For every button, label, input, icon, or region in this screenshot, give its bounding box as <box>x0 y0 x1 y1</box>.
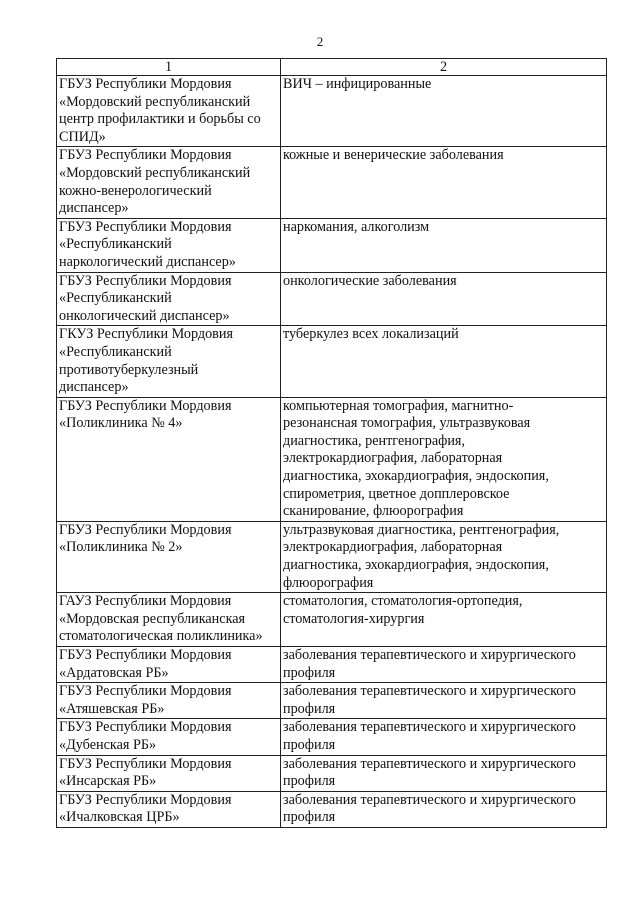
table-row <box>57 647 607 683</box>
medical-profile: онкологические заболевания <box>283 272 457 289</box>
institution-name: ГБУЗ Республики Мордовия «Ичалковская ЦРБ» <box>59 791 232 826</box>
institution-name: ГБУЗ Республики Мордовия «Поликлиника № 2» <box>59 521 232 556</box>
table-row <box>57 719 607 755</box>
institution-cell <box>57 755 281 791</box>
institution-cell <box>57 397 281 521</box>
table-row <box>57 755 607 791</box>
institution-name: ГКУЗ Республики Мордовия «Республиканский противотуберкулезный диспансер» <box>59 326 234 396</box>
medical-profile: компьютерная томография, магнитно- резонансная томография, ультразвуковая диагностика, рентгенография, электрокардиография, лабораторная диагностика, эхокардиография, эндоскопия, спирометрия, цветное допплеровское сканирование, флюорография <box>283 397 549 520</box>
medical-profile: заболевания терапевтического и хирургического профиля <box>283 791 576 826</box>
table-row <box>57 147 607 218</box>
column-header-1: 1 <box>57 59 281 76</box>
institution-cell <box>57 76 281 147</box>
institution-name: ГБУЗ Республики Мордовия «Мордовский республиканский центр профилактики и борьбы со СПИД» <box>59 76 261 145</box>
profile-cell <box>281 683 607 719</box>
medical-profile: заболевания терапевтического и хирургического профиля <box>283 755 576 790</box>
table-row <box>57 272 607 326</box>
medical-profile: заболевания терапевтического и хирургического профиля <box>283 647 576 681</box>
medical-profile: заболевания терапевтического и хирургического профиля <box>283 683 576 717</box>
profile-cell <box>281 791 607 827</box>
profile-cell <box>281 272 607 326</box>
medical-profile: ультразвуковая диагностика, рентгенография, электрокардиография, лабораторная диагностика, эхокардиография, эндоскопия, флюорография <box>283 521 560 591</box>
table-row <box>57 593 607 647</box>
column-header-2: 2 <box>281 59 607 76</box>
profile-cell <box>281 593 607 647</box>
page-number: 2 <box>316 34 324 49</box>
medical-profile: стоматология, стоматология-ортопедия, стоматология-хирургия <box>283 593 523 627</box>
institution-name: ГБУЗ Республики Мордовия «Дубенская РБ» <box>59 719 232 753</box>
institution-name: ГБУЗ Республики Мордовия «Ардатовская РБ» <box>59 647 232 681</box>
table-row <box>57 397 607 521</box>
institution-cell <box>57 147 281 218</box>
profile-cell <box>281 397 607 521</box>
institution-name: ГБУЗ Республики Мордовия «Республиканский онкологический диспансер» <box>59 272 232 324</box>
institution-name: ГБУЗ Республики Мордовия «Республиканский наркологический диспансер» <box>59 218 236 270</box>
institution-cell <box>57 683 281 719</box>
institution-name: ГАУЗ Республики Мордовия «Мордовская республиканская стоматологическая поликлиника» <box>59 593 263 645</box>
table-row <box>57 218 607 272</box>
profile-cell <box>281 326 607 397</box>
medical-profile: заболевания терапевтического и хирургического профиля <box>283 719 576 753</box>
profile-cell <box>281 76 607 147</box>
table-header-row <box>57 59 607 76</box>
institution-name: ГБУЗ Республики Мордовия «Поликлиника № 4» <box>59 397 232 432</box>
medical-profile: ВИЧ – инфицированные <box>283 76 432 92</box>
institution-cell <box>57 593 281 647</box>
profile-cell <box>281 218 607 272</box>
medical-profile: туберкулез всех локализаций <box>283 326 459 343</box>
institution-cell <box>57 272 281 326</box>
medical-profile: кожные и венерические заболевания <box>283 147 504 164</box>
institution-name: ГБУЗ Республики Мордовия «Мордовский республиканский кожно-венерологический диспансер» <box>59 147 251 217</box>
profile-cell <box>281 647 607 683</box>
table-row <box>57 326 607 397</box>
institution-cell <box>57 647 281 683</box>
institution-name: ГБУЗ Республики Мордовия «Инсарская РБ» <box>59 755 232 790</box>
medical-profile: наркомания, алкоголизм <box>283 218 430 235</box>
institution-cell <box>57 218 281 272</box>
institution-name: ГБУЗ Республики Мордовия «Атяшевская РБ» <box>59 683 232 717</box>
institutions-table <box>56 58 607 828</box>
profile-cell <box>281 521 607 592</box>
table-row <box>57 791 607 827</box>
profile-cell <box>281 755 607 791</box>
institution-cell <box>57 521 281 592</box>
table-row <box>57 683 607 719</box>
institution-cell <box>57 326 281 397</box>
table-row <box>57 521 607 592</box>
institution-cell <box>57 791 281 827</box>
institution-cell <box>57 719 281 755</box>
table-row <box>57 76 607 147</box>
profile-cell <box>281 719 607 755</box>
profile-cell <box>281 147 607 218</box>
